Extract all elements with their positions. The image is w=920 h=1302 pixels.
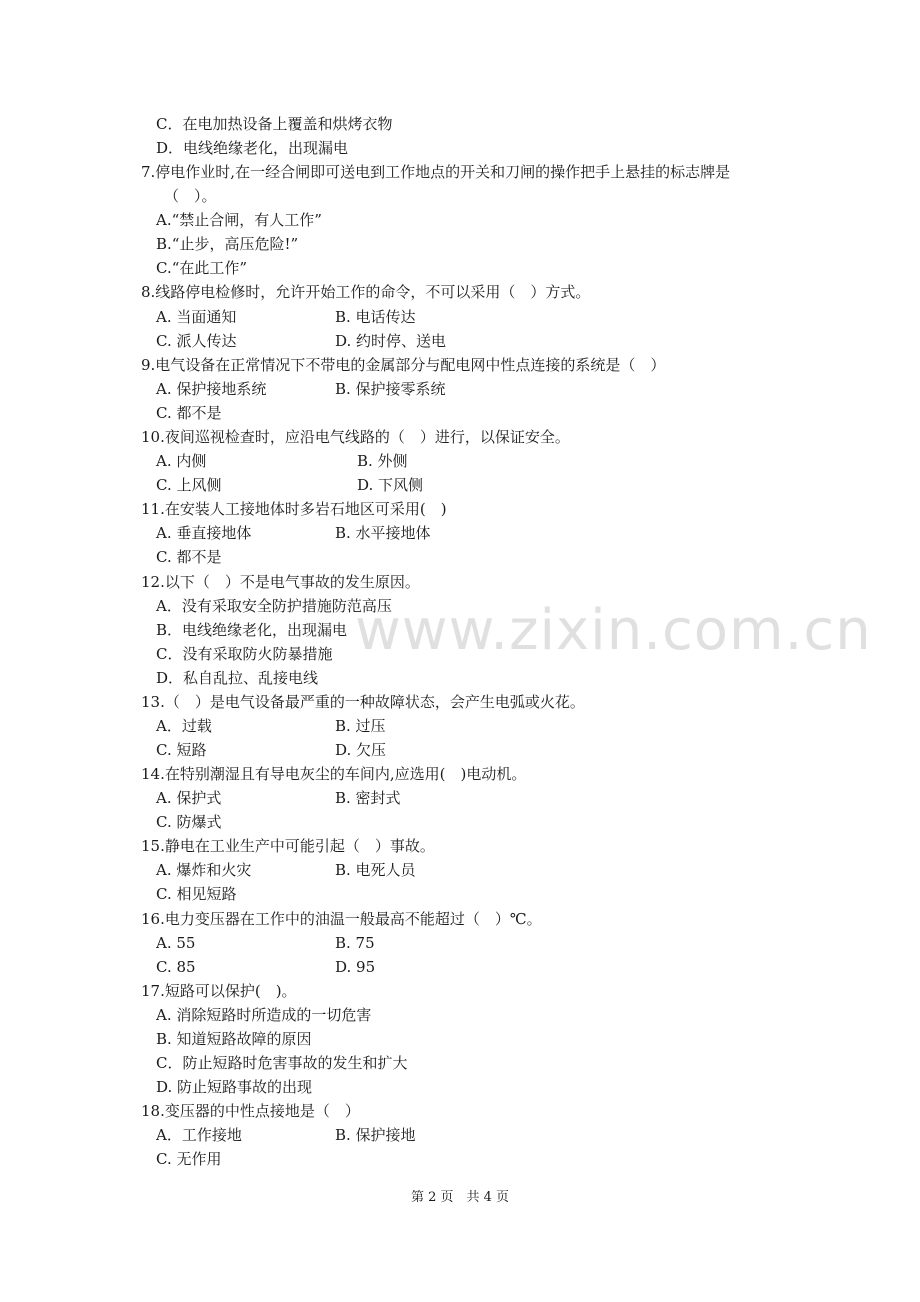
text-line (0, 160, 920, 184)
line-text: B.“止步，高压危险!” (156, 235, 299, 253)
line-text: A．工作接地 (156, 1126, 242, 1144)
line-text: A．没有采取安全防护措施防范高压 (156, 597, 392, 615)
line-text: 7.停电作业时,在一经合闸即可送电到工作地点的开关和刀闸的操作把手上悬挂的标志牌是 (141, 163, 731, 181)
option-second-column: B. 电死人员 (335, 861, 416, 879)
text-line (0, 256, 920, 280)
line-text: A. 保护式 (156, 789, 222, 807)
option-second-column: D. 欠压 (335, 741, 387, 759)
line-text: （ ）。 (164, 187, 217, 205)
text-line (0, 401, 920, 425)
line-text: A.“禁止合闸，有人工作” (156, 211, 322, 229)
line-text: C．在电加热设备上覆盖和烘烤衣物 (156, 115, 393, 133)
text-line (0, 714, 920, 738)
option-second-column: B. 密封式 (335, 789, 401, 807)
line-text: A. 保护接地系统 (156, 380, 267, 398)
line-text: A. 消除短路时所造成的一切危害 (156, 1006, 372, 1024)
line-text: 10.夜间巡视检查时，应沿电气线路的（ ）进行，以保证安全。 (141, 428, 570, 446)
line-text: 11.在安装人工接地体时多岩石地区可采用( ) (141, 500, 447, 518)
line-text: B. 知道短路故障的原因 (156, 1030, 312, 1048)
line-text: A. 垂直接地体 (156, 524, 252, 542)
line-text: A. 爆炸和火灾 (156, 861, 252, 879)
text-line (0, 690, 920, 714)
option-second-column: D. 约时停、送电 (335, 332, 447, 350)
text-line (0, 882, 920, 906)
text-line (0, 449, 920, 473)
line-text: 14.在特别潮湿且有导电灰尘的车间内,应选用( )电动机。 (141, 765, 527, 783)
text-line (0, 329, 920, 353)
text-line (0, 280, 920, 304)
text-line (0, 834, 920, 858)
line-text: 13.（ ）是电气设备最严重的一种故障状态，会产生电弧或火花。 (141, 693, 585, 711)
option-second-column: B. 保护接地 (335, 1126, 416, 1144)
watermark: www.zixin.com.cn (355, 598, 872, 663)
text-line (0, 184, 920, 208)
text-line (0, 521, 920, 545)
line-text: C. 防爆式 (156, 813, 222, 831)
text-line (0, 786, 920, 810)
text-line (0, 497, 920, 521)
option-second-column: D. 下风侧 (357, 476, 424, 494)
text-line (0, 1123, 920, 1147)
text-line (0, 762, 920, 786)
text-line (0, 425, 920, 449)
line-text: A. 当面通知 (156, 308, 237, 326)
text-line (0, 473, 920, 497)
text-line (0, 666, 920, 690)
option-second-column: B. 过压 (335, 717, 386, 735)
line-text: C. 无作用 (156, 1150, 222, 1168)
line-text: 12.以下（ ）不是电气事故的发生原因。 (141, 573, 420, 591)
line-text: 17.短路可以保护( )。 (141, 982, 297, 1000)
line-text: C. 相见短路 (156, 885, 237, 903)
line-text: D．电线绝缘老化，出现漏电 (156, 139, 349, 157)
option-second-column: B. 外侧 (357, 452, 408, 470)
line-text: 18.变压器的中性点接地是（ ） (141, 1102, 360, 1120)
line-text: C.“在此工作” (156, 259, 248, 277)
text-line (0, 1027, 920, 1051)
option-second-column: B. 水平接地体 (335, 524, 431, 542)
line-text: 8.线路停电检修时，允许开始工作的命令，不可以采用（ ）方式。 (141, 283, 591, 301)
line-text: C. 派人传达 (156, 332, 237, 350)
text-line (0, 979, 920, 1003)
line-text: A．过载 (156, 717, 212, 735)
line-text: A. 55 (156, 934, 196, 952)
page-footer: 第 2 页 共 4 页 (410, 1190, 510, 1205)
line-text: C. 短路 (156, 741, 207, 759)
text-line (0, 931, 920, 955)
option-second-column: B. 保护接零系统 (335, 380, 446, 398)
line-text: C. 都不是 (156, 548, 222, 566)
line-text: B．电线绝缘老化，出现漏电 (156, 621, 348, 639)
text-line (0, 208, 920, 232)
text-line (0, 1147, 920, 1171)
text-line (0, 305, 920, 329)
text-line (0, 232, 920, 256)
text-line (0, 1003, 920, 1027)
text-line (0, 1099, 920, 1123)
line-text: A. 内侧 (156, 452, 207, 470)
line-text: 9.电气设备在正常情况下不带电的金属部分与配电网中性点连接的系统是（ ） (141, 356, 666, 374)
text-line (0, 738, 920, 762)
text-line (0, 570, 920, 594)
line-text: D. 防止短路事故的出现 (156, 1078, 313, 1096)
option-second-column: D. 95 (335, 958, 376, 976)
text-line (0, 112, 920, 136)
text-line (0, 810, 920, 834)
line-text: C．没有采取防火防暴措施 (156, 645, 333, 663)
line-text: 15.静电在工业生产中可能引起（ ）事故。 (141, 837, 435, 855)
option-second-column: B. 电话传达 (335, 308, 416, 326)
text-line (0, 955, 920, 979)
line-text: C. 85 (156, 958, 196, 976)
text-line (0, 353, 920, 377)
text-line (0, 907, 920, 931)
text-line (0, 858, 920, 882)
line-text: D．私自乱拉、乱接电线 (156, 669, 319, 687)
text-line (0, 1051, 920, 1075)
text-line (0, 377, 920, 401)
option-second-column: B. 75 (335, 934, 375, 952)
line-text: C. 都不是 (156, 404, 222, 422)
text-line (0, 545, 920, 569)
line-text: C．防止短路时危害事故的发生和扩大 (156, 1054, 408, 1072)
text-line (0, 136, 920, 160)
line-text: C. 上风侧 (156, 476, 222, 494)
line-text: 16.电力变压器在工作中的油温一般最高不能超过（ ）℃。 (141, 910, 542, 928)
text-line (0, 1075, 920, 1099)
